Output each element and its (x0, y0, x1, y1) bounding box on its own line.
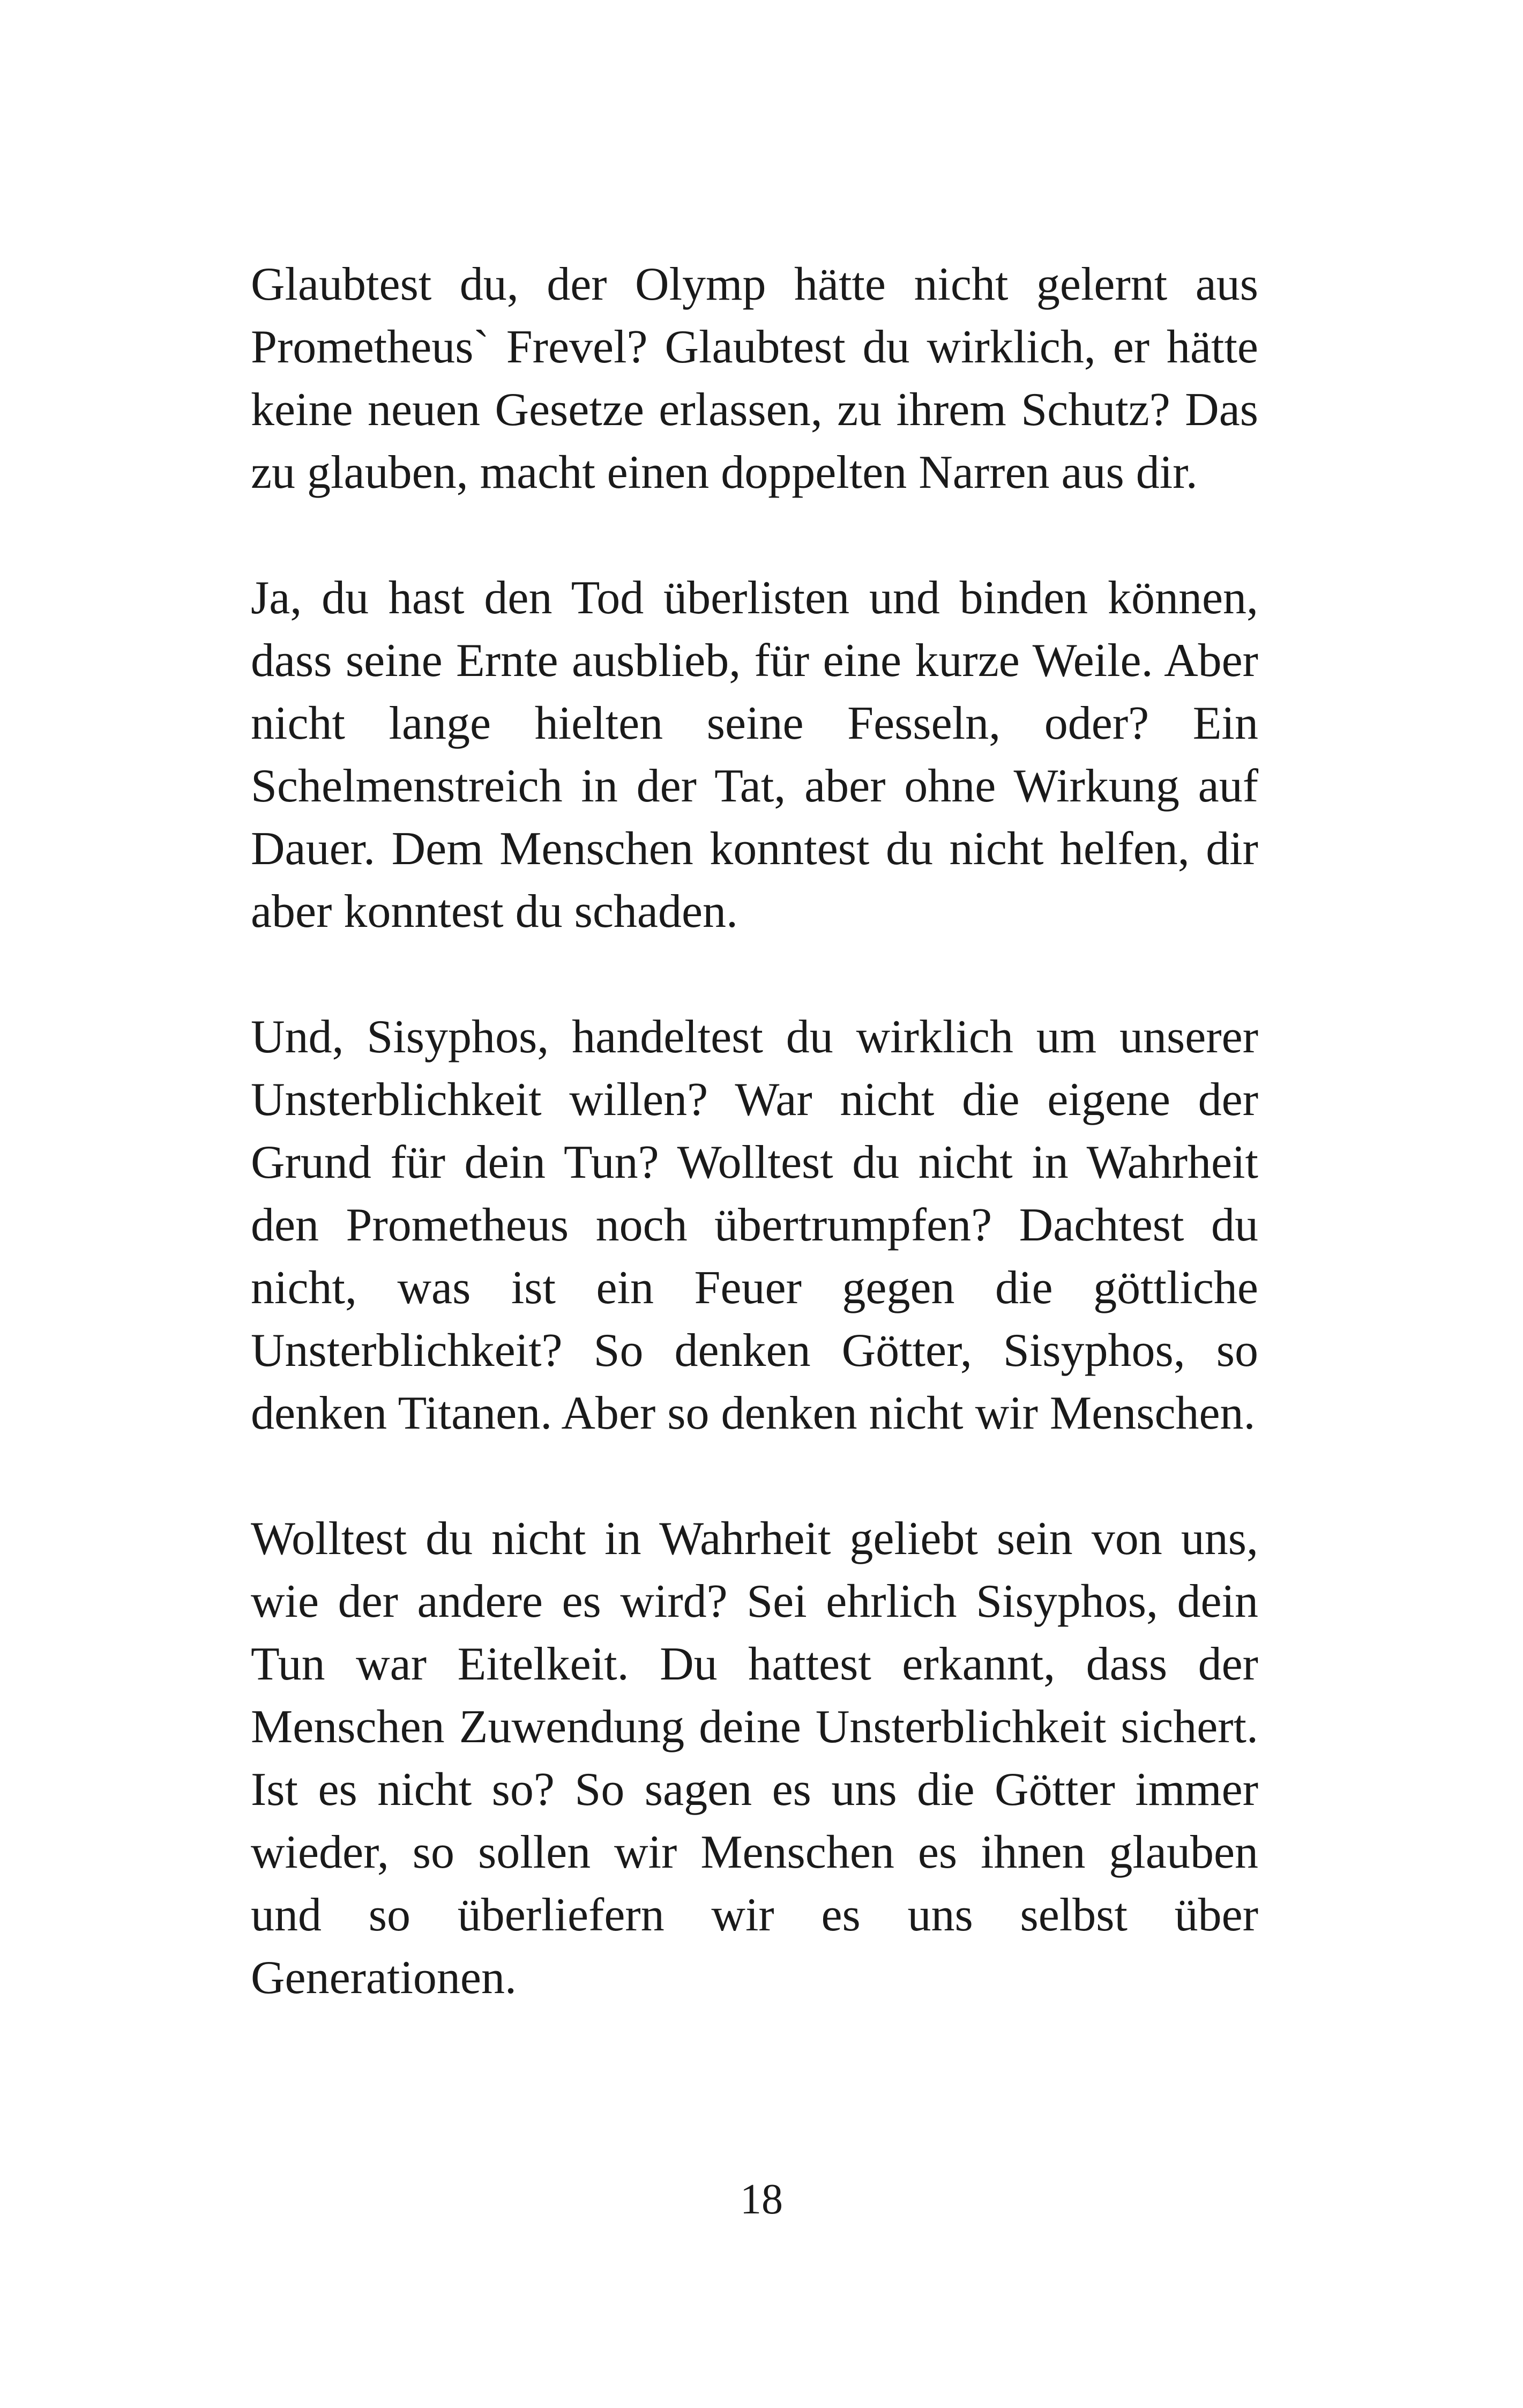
paragraph-3: Und, Sisyphos, handeltest du wirklich um unserer Unsterblichkeit willen? War nicht die eigene der Grund für dein Tun? Wolltest du nicht in Wahrheit den Prometheus noch übertrumpfen? Dachtest du nicht, was ist ein Feuer gegen die göttliche Unsterblichkeit? So denken Götter, Sisyphos, so denken Titanen. Aber so denken nicht wir Menschen. (251, 1011, 1258, 1439)
paragraph-1: Glaubtest du, der Olymp hätte nicht gelernt aus Prometheus` Frevel? Glaubtest du wirklich, er hätte keine neuen Gesetze erlassen, zu ihrem Schutz? Das zu glauben, macht einen doppelten Narren aus dir. (251, 258, 1258, 499)
paragraph-2: Ja, du hast den Tod überlisten und binden können, dass seine Ernte ausblieb, für eine kurze Weile. Aber nicht lange hielten seine Fesseln, oder? Ein Schelmenstreich in der Tat, aber ohne Wirkung auf Dauer. Dem Menschen konntest du nicht helfen, dir aber konntest du schaden. (251, 572, 1258, 938)
paragraph-4: Wolltest du nicht in Wahrheit geliebt sein von uns, wie der andere es wird? Sei ehrlich Sisyphos, dein Tun war Eitelkeit. Du hattest erkannt, dass der Menschen Zuwendung deine Unsterblichkeit sichert. Ist es nicht so? So sagen es uns die Götter immer wieder, so sollen wir Menschen es ihnen glauben und so überliefern wir es uns selbst über Generationen. (251, 1513, 1258, 2004)
body-text (251, 253, 1258, 2009)
page-number: 18 (740, 2176, 783, 2223)
